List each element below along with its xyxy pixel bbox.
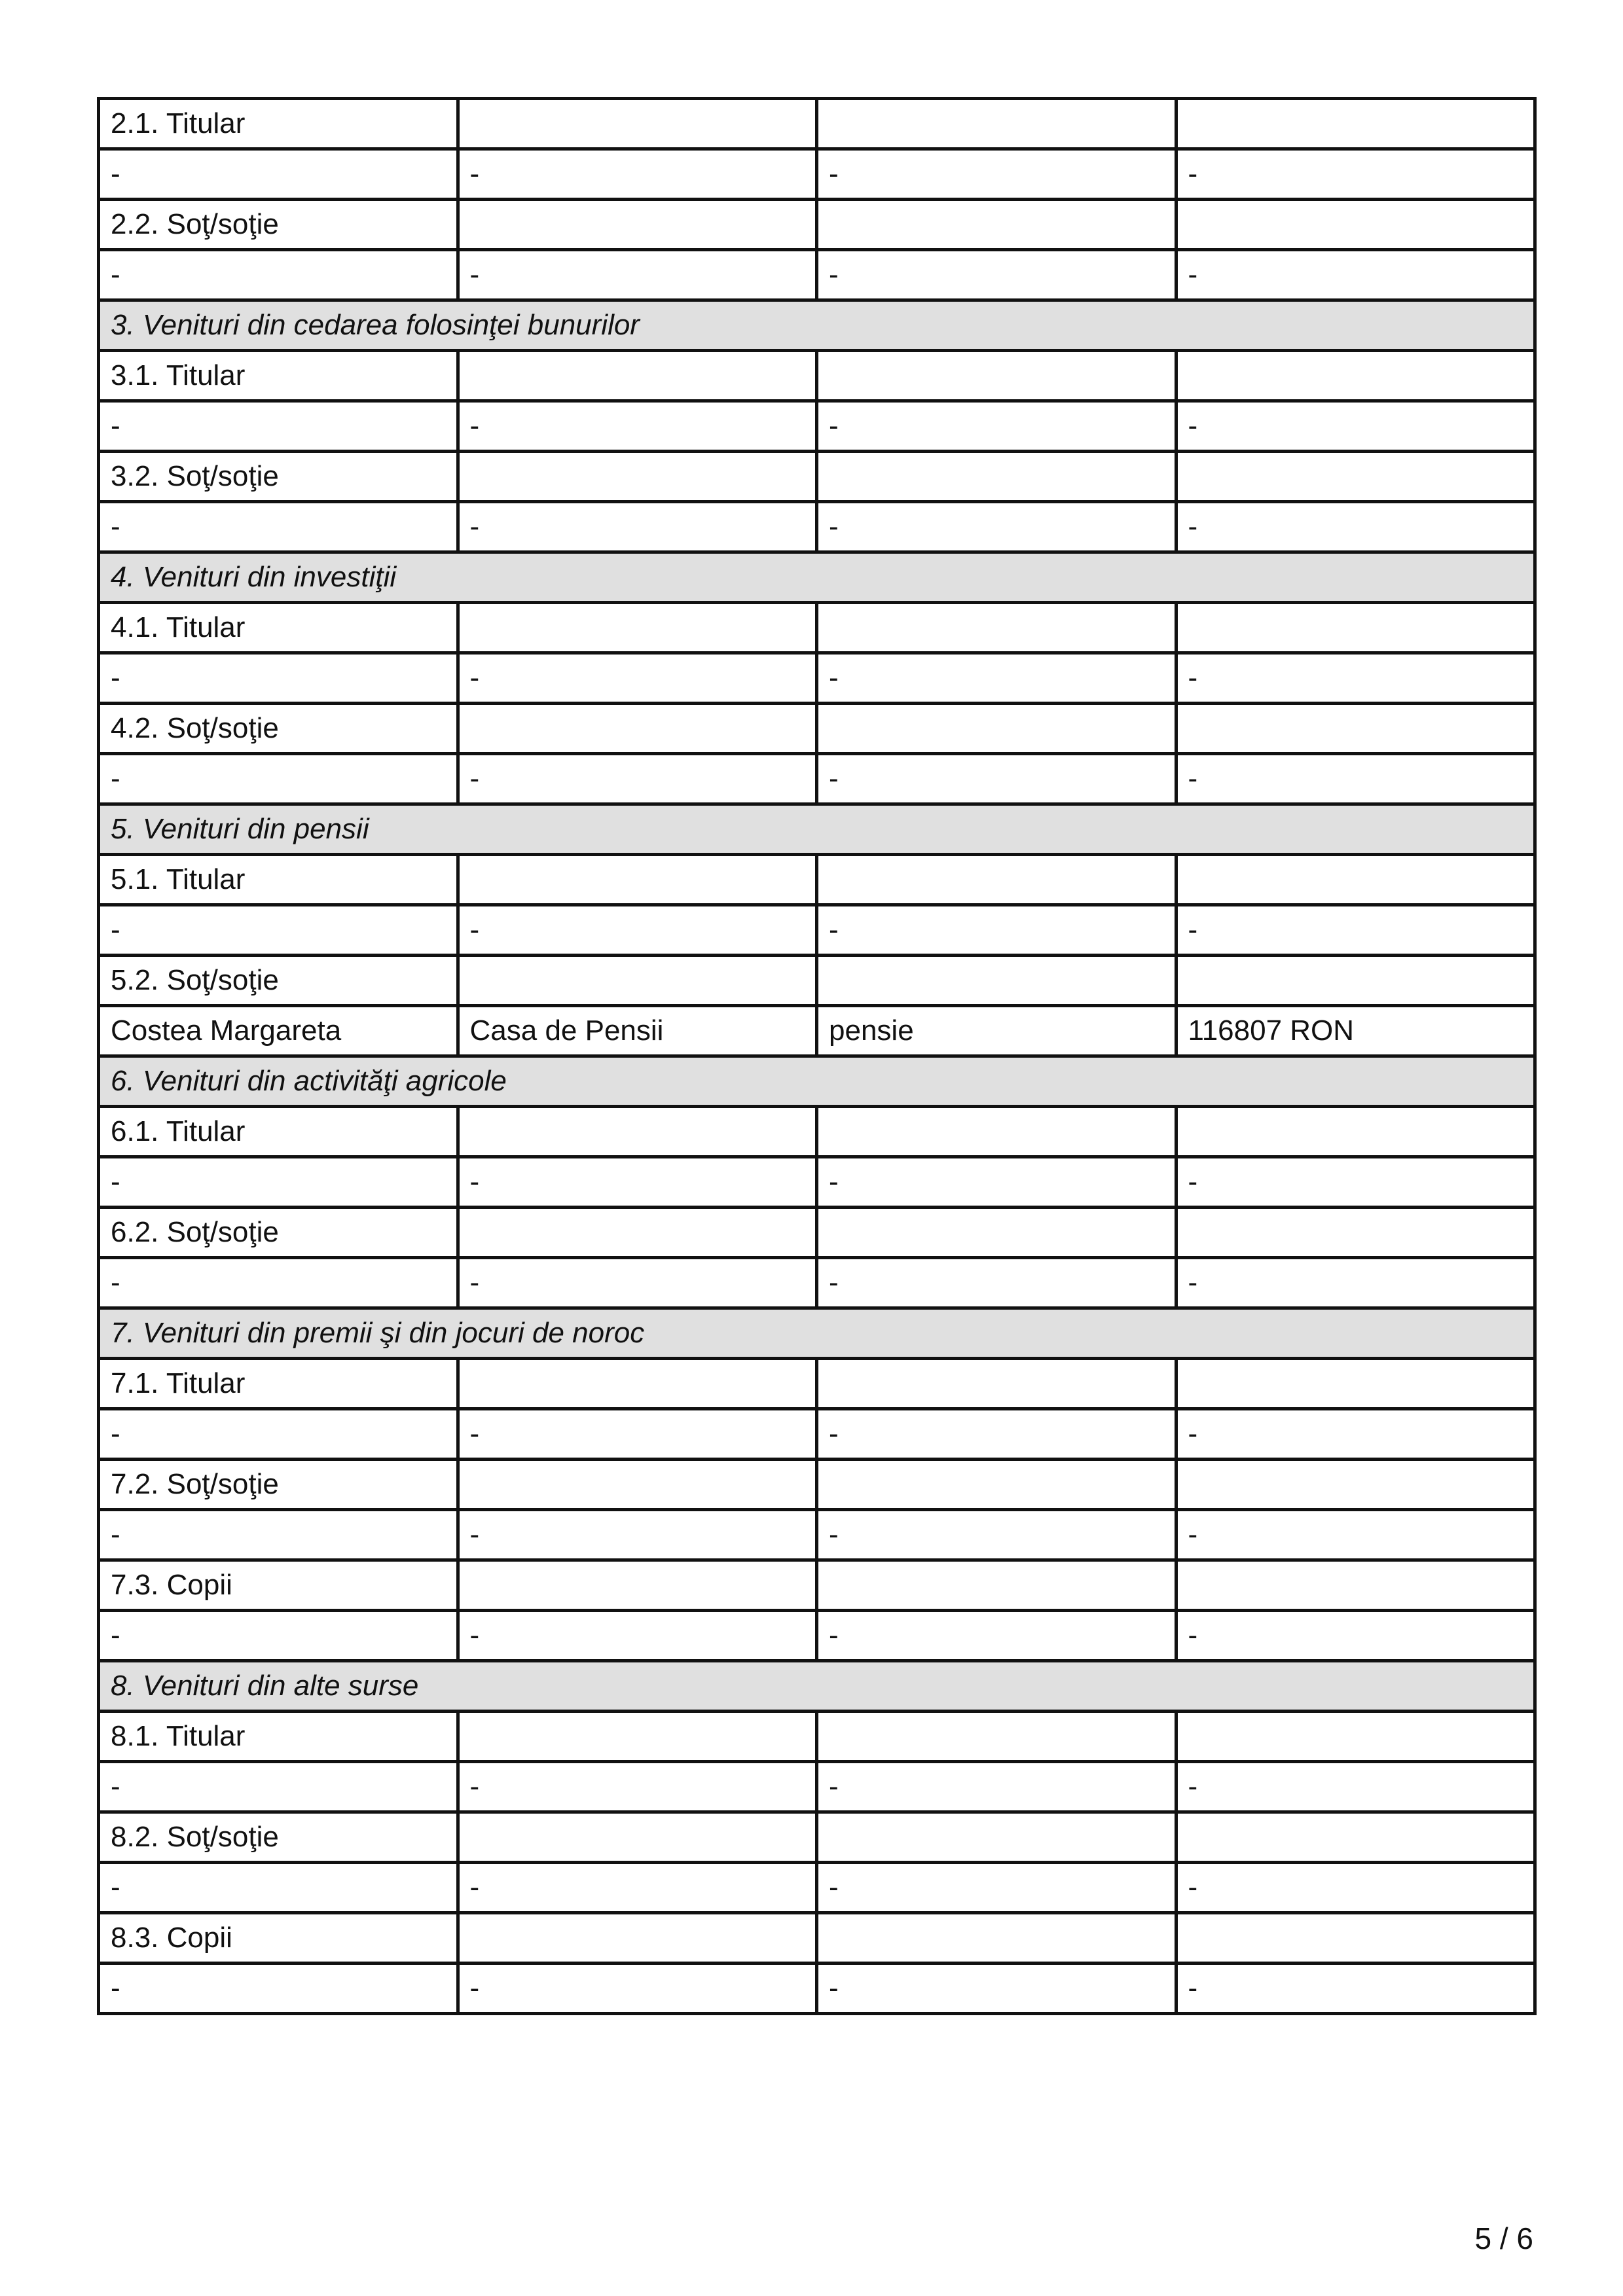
table-cell: - [1176,401,1535,452]
subsection-label: 5.1. Titular [99,855,458,905]
row-label-cell: - [99,502,458,552]
table-cell [458,452,817,502]
row-label-cell: - [99,1510,458,1560]
table-cell: - [1176,905,1535,956]
table-cell [458,1107,817,1157]
table-cell [817,704,1176,754]
section-title: 4. Venituri din investiţii [99,552,1535,603]
row-label-cell: - [99,250,458,300]
section-header-row [99,1056,1535,1107]
section-header-row [99,552,1535,603]
table-cell: - [458,1157,817,1208]
table-cell [1176,1359,1535,1409]
table-cell: - [458,1863,817,1913]
table-cell [458,704,817,754]
table-cell: 116807 RON [1176,1006,1535,1056]
table-cell [817,1712,1176,1762]
table-cell [817,99,1176,149]
table-cell: - [1176,1258,1535,1308]
subsection-label: 4.1. Titular [99,603,458,653]
subsection-label: 8.3. Copii [99,1913,458,1964]
table-cell [458,1913,817,1964]
table-cell [817,603,1176,653]
table-cell: - [817,1258,1176,1308]
table-cell [1176,452,1535,502]
table-cell [1176,351,1535,401]
table-cell [817,1812,1176,1863]
subsection-row [99,1913,1535,1964]
table-cell [817,1208,1176,1258]
section-title: 8. Venituri din alte surse [99,1661,1535,1712]
row-label-cell: - [99,905,458,956]
table-cell [458,200,817,250]
section-header-row [99,300,1535,351]
table-cell [1176,1712,1535,1762]
subsection-row [99,1208,1535,1258]
table-cell [817,200,1176,250]
table-cell [817,1359,1176,1409]
table-cell: - [458,1964,817,2014]
row-label-cell: - [99,653,458,704]
table-row [99,653,1535,704]
table-cell [458,1359,817,1409]
table-row [99,1006,1535,1056]
subsection-label: 2.1. Titular [99,99,458,149]
subsection-label: 4.2. Soţ/soţie [99,704,458,754]
subsection-label: 5.2. Soţ/soţie [99,956,458,1006]
table-cell [458,1712,817,1762]
subsection-row [99,452,1535,502]
table-cell: - [817,754,1176,804]
table-cell [1176,956,1535,1006]
section-header-row [99,804,1535,855]
table-cell [458,351,817,401]
table-cell: - [1176,1863,1535,1913]
table-row [99,250,1535,300]
subsection-label: 3.1. Titular [99,351,458,401]
table-cell [817,351,1176,401]
row-label-cell: - [99,1611,458,1661]
table-cell: - [458,502,817,552]
table-cell: - [817,1863,1176,1913]
table-cell [817,855,1176,905]
row-label-cell: - [99,1258,458,1308]
table-cell: - [817,905,1176,956]
table-cell [817,956,1176,1006]
table-cell [817,1560,1176,1611]
table-row [99,905,1535,956]
table-cell [1176,1913,1535,1964]
table-cell [1176,855,1535,905]
table-cell [458,956,817,1006]
table-cell: - [458,754,817,804]
table-row [99,1510,1535,1560]
table-cell [458,1812,817,1863]
table-cell: - [1176,250,1535,300]
table-cell [458,855,817,905]
table-row [99,1964,1535,2014]
section-title: 7. Venituri din premii şi din jocuri de noroc [99,1308,1535,1359]
table-cell: - [817,1611,1176,1661]
table-cell [458,99,817,149]
table-cell [458,1560,817,1611]
row-label-cell: - [99,1863,458,1913]
table-cell: - [1176,1762,1535,1812]
table-cell [458,603,817,653]
table-cell [1176,99,1535,149]
row-label-cell: - [99,1157,458,1208]
table-cell [1176,1812,1535,1863]
income-declaration-table [97,97,1537,2015]
subsection-row [99,1560,1535,1611]
table-cell: - [1176,1409,1535,1460]
table-cell: - [817,1762,1176,1812]
subsection-label: 8.2. Soţ/soţie [99,1812,458,1863]
table-cell [1176,1460,1535,1510]
table-row [99,1762,1535,1812]
table-cell: - [1176,1157,1535,1208]
table-cell [1176,200,1535,250]
table-cell [1176,1107,1535,1157]
table-cell: - [817,149,1176,200]
table-cell: - [1176,149,1535,200]
subsection-row [99,1107,1535,1157]
table-cell: - [817,1510,1176,1560]
table-cell: - [458,1611,817,1661]
table-cell: - [458,1409,817,1460]
table-cell: - [458,905,817,956]
table-cell: - [1176,653,1535,704]
subsection-row [99,956,1535,1006]
table-row [99,754,1535,804]
table-cell [817,1460,1176,1510]
table-cell: - [458,250,817,300]
table-row [99,1258,1535,1308]
subsection-label: 7.1. Titular [99,1359,458,1409]
table-row [99,1157,1535,1208]
table-cell: - [1176,1510,1535,1560]
row-label-cell: - [99,1964,458,2014]
table-cell: - [458,149,817,200]
section-header-row [99,1661,1535,1712]
table-cell: - [458,1510,817,1560]
table-cell: - [817,653,1176,704]
row-label-cell: - [99,401,458,452]
table-cell [1176,1208,1535,1258]
table-cell: - [458,401,817,452]
table-cell: - [1176,502,1535,552]
row-label-cell: - [99,1409,458,1460]
row-label-cell: Costea Margareta [99,1006,458,1056]
table-cell: - [1176,1611,1535,1661]
subsection-label: 6.2. Soţ/soţie [99,1208,458,1258]
table-row [99,1409,1535,1460]
table-row [99,502,1535,552]
table-cell [1176,704,1535,754]
subsection-row [99,1812,1535,1863]
section-title: 3. Venituri din cedarea folosinţei bunurilor [99,300,1535,351]
table-cell: - [458,1762,817,1812]
table-cell: - [458,653,817,704]
subsection-label: 7.2. Soţ/soţie [99,1460,458,1510]
subsection-label: 2.2. Soţ/soţie [99,200,458,250]
table-cell: - [817,502,1176,552]
row-label-cell: - [99,149,458,200]
table-cell: pensie [817,1006,1176,1056]
subsection-row [99,351,1535,401]
subsection-label: 7.3. Copii [99,1560,458,1611]
subsection-label: 6.1. Titular [99,1107,458,1157]
section-title: 5. Venituri din pensii [99,804,1535,855]
table-cell: - [817,1964,1176,2014]
table-cell [1176,1560,1535,1611]
subsection-row [99,1460,1535,1510]
table-cell: - [1176,754,1535,804]
subsection-row [99,1359,1535,1409]
table-cell: Casa de Pensii [458,1006,817,1056]
table-row [99,1611,1535,1661]
subsection-row [99,704,1535,754]
subsection-row [99,200,1535,250]
table-cell [817,1107,1176,1157]
table-cell: - [458,1258,817,1308]
table-cell [458,1460,817,1510]
table-cell: - [1176,1964,1535,2014]
row-label-cell: - [99,1762,458,1812]
table-row [99,149,1535,200]
section-header-row [99,1308,1535,1359]
table-cell [817,452,1176,502]
subsection-row [99,99,1535,149]
table-cell: - [817,250,1176,300]
subsection-label: 8.1. Titular [99,1712,458,1762]
table-cell [817,1913,1176,1964]
table-cell: - [817,401,1176,452]
table-cell: - [817,1157,1176,1208]
subsection-row [99,1712,1535,1762]
subsection-row [99,603,1535,653]
page-number: 5 / 6 [1474,2221,1533,2255]
table-cell [1176,603,1535,653]
table-row [99,401,1535,452]
table-cell: - [817,1409,1176,1460]
row-label-cell: - [99,754,458,804]
table-body [99,99,1535,2014]
table-cell [458,1208,817,1258]
subsection-row [99,855,1535,905]
subsection-label: 3.2. Soţ/soţie [99,452,458,502]
section-title: 6. Venituri din activităţi agricole [99,1056,1535,1107]
table-row [99,1863,1535,1913]
